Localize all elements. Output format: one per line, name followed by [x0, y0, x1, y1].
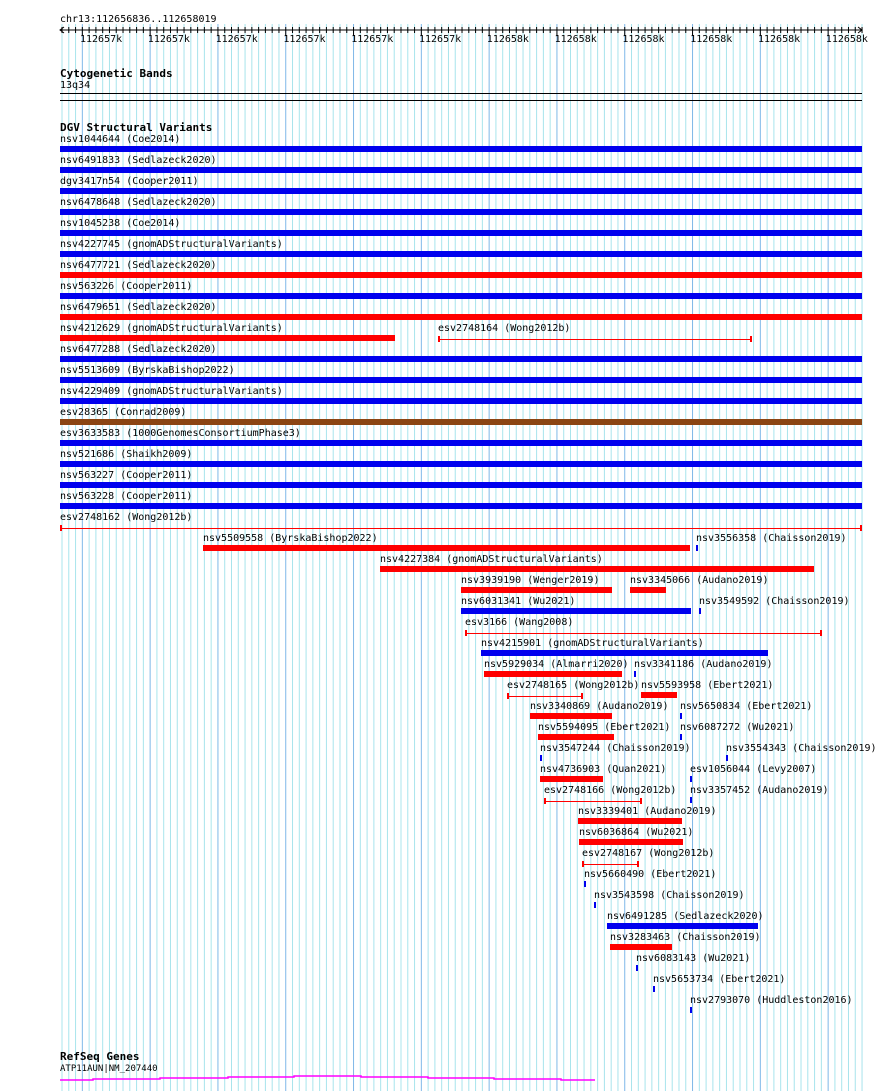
variant-label[interactable]: esv2748166 (Wong2012b): [544, 785, 677, 796]
variant-bar[interactable]: [60, 146, 862, 152]
variant-span[interactable]: [582, 864, 639, 865]
gene-label[interactable]: ATP11AUN|NM_207440: [60, 1064, 158, 1074]
variant-endcap: [507, 693, 509, 699]
variant-span[interactable]: [465, 633, 822, 634]
variant-bar[interactable]: [696, 545, 698, 551]
variant-label[interactable]: nsv6087272 (Wu2021): [680, 722, 795, 733]
variant-bar[interactable]: [680, 734, 682, 740]
variant-span[interactable]: [60, 528, 862, 529]
variant-bar[interactable]: [60, 440, 862, 446]
ruler-tick-label: 112658k: [622, 34, 665, 45]
variant-bar[interactable]: [60, 272, 862, 278]
variant-bar[interactable]: [680, 713, 682, 719]
variant-label[interactable]: nsv3547244 (Chaisson2019): [540, 743, 691, 754]
variant-label[interactable]: esv2748162 (Wong2012b): [60, 512, 193, 523]
variant-bar[interactable]: [641, 692, 677, 698]
variant-bar[interactable]: [690, 1007, 692, 1013]
variant-label[interactable]: nsv3345066 (Audano2019): [630, 575, 769, 586]
variant-label[interactable]: nsv6083143 (Wu2021): [636, 953, 751, 964]
ruler-tick-label: 112657k: [80, 34, 123, 45]
variant-bar[interactable]: [60, 356, 862, 362]
variant-endcap: [438, 336, 440, 342]
variant-label[interactable]: nsv6477721 (Sedlazeck2020): [60, 260, 217, 271]
variant-bar[interactable]: [538, 734, 614, 740]
variant-endcap: [860, 525, 862, 531]
variant-bar[interactable]: [60, 377, 862, 383]
ruler-tick-label: 112657k: [283, 34, 326, 45]
variant-label[interactable]: esv1056044 (Levy2007): [690, 764, 817, 775]
variant-bar[interactable]: [699, 608, 701, 614]
variant-label[interactable]: nsv6491285 (Sedlazeck2020): [607, 911, 764, 922]
variant-bar[interactable]: [60, 503, 862, 509]
variant-bar[interactable]: [540, 755, 542, 761]
variant-label[interactable]: nsv5513609 (ByrskaBishop2022): [60, 365, 235, 376]
variant-label[interactable]: nsv6478648 (Sedlazeck2020): [60, 197, 217, 208]
variant-label[interactable]: nsv6477288 (Sedlazeck2020): [60, 344, 217, 355]
variant-label[interactable]: nsv3339401 (Audano2019): [578, 806, 717, 817]
variant-label[interactable]: nsv5653734 (Ebert2021): [653, 974, 786, 985]
variant-endcap: [640, 798, 642, 804]
variant-label[interactable]: esv2748165 (Wong2012b): [507, 680, 640, 691]
gene-model[interactable]: [0, 1070, 890, 1085]
variant-bar[interactable]: [630, 587, 666, 593]
variant-bar[interactable]: [726, 755, 728, 761]
variant-bar[interactable]: [60, 293, 862, 299]
variant-label[interactable]: nsv3549592 (Chaisson2019): [699, 596, 850, 607]
variant-endcap: [465, 630, 467, 636]
variant-label[interactable]: nsv563226 (Cooper2011): [60, 281, 193, 292]
variant-bar[interactable]: [60, 398, 862, 404]
variant-bar[interactable]: [60, 335, 395, 341]
variant-label[interactable]: nsv6031341 (Wu2021): [461, 596, 576, 607]
variant-endcap: [581, 693, 583, 699]
variant-label[interactable]: nsv4736903 (Quan2021): [540, 764, 667, 775]
variant-span[interactable]: [544, 801, 642, 802]
variant-span[interactable]: [507, 696, 583, 697]
variant-bar[interactable]: [607, 923, 758, 929]
variant-bar[interactable]: [60, 167, 862, 173]
variant-label[interactable]: nsv5650834 (Ebert2021): [680, 701, 813, 712]
variant-label[interactable]: nsv1044644 (Coe2014): [60, 134, 181, 145]
variant-label[interactable]: esv2748164 (Wong2012b): [438, 323, 571, 334]
variant-label[interactable]: nsv3556358 (Chaisson2019): [696, 533, 847, 544]
variant-endcap: [582, 861, 584, 867]
variant-bar[interactable]: [634, 671, 636, 677]
variant-bar[interactable]: [530, 713, 612, 719]
variant-label[interactable]: nsv3283463 (Chaisson2019): [610, 932, 761, 943]
variant-bar[interactable]: [60, 251, 862, 257]
variant-endcap: [820, 630, 822, 636]
ruler-tick-label: 112657k: [215, 34, 258, 45]
variant-bar[interactable]: [610, 944, 672, 950]
variant-label[interactable]: esv3633583 (1000GenomesConsortiumPhase3): [60, 428, 301, 439]
variant-label[interactable]: nsv4227745 (gnomADStructuralVariants): [60, 239, 283, 250]
variant-label[interactable]: nsv3939190 (Wenger2019): [461, 575, 600, 586]
variant-bar[interactable]: [461, 608, 691, 614]
variant-label[interactable]: esv2748167 (Wong2012b): [582, 848, 715, 859]
variant-endcap: [637, 861, 639, 867]
variant-label[interactable]: nsv521686 (Shaikh2009): [60, 449, 193, 460]
cyto-band-label: 13q34: [60, 80, 91, 91]
variant-label[interactable]: nsv5509558 (ByrskaBishop2022): [203, 533, 378, 544]
variant-bar[interactable]: [594, 902, 596, 908]
locus-label: chr13:112656836..112658019: [60, 14, 217, 25]
cyto-divider: [60, 93, 862, 94]
variant-bar[interactable]: [380, 566, 814, 572]
ruler-tick-label: 112658k: [758, 34, 801, 45]
variant-bar[interactable]: [690, 776, 692, 782]
variant-label[interactable]: nsv6479651 (Sedlazeck2020): [60, 302, 217, 313]
variant-label[interactable]: nsv5929034 (Almarri2020): [484, 659, 629, 670]
ruler-tick-label: 112658k: [486, 34, 529, 45]
variant-label[interactable]: nsv5593958 (Ebert2021): [641, 680, 774, 691]
variant-label[interactable]: nsv6491833 (Sedlazeck2020): [60, 155, 217, 166]
ruler-tick-label: 112657k: [419, 34, 462, 45]
variant-bar[interactable]: [60, 230, 862, 236]
variant-bar[interactable]: [60, 419, 862, 425]
cyto-track-title[interactable]: Cytogenetic Bands: [60, 67, 173, 80]
variant-bar[interactable]: [584, 881, 586, 887]
variant-label[interactable]: nsv4212629 (gnomADStructuralVariants): [60, 323, 283, 334]
variant-endcap: [60, 525, 62, 531]
variant-label[interactable]: nsv1045238 (Coe2014): [60, 218, 181, 229]
variant-label[interactable]: nsv3554343 (Chaisson2019): [726, 743, 877, 754]
variant-span[interactable]: [438, 339, 752, 340]
variant-label[interactable]: nsv4229409 (gnomADStructuralVariants): [60, 386, 283, 397]
variant-label[interactable]: nsv563227 (Cooper2011): [60, 470, 193, 481]
variant-bar[interactable]: [690, 797, 692, 803]
variant-bar[interactable]: [481, 650, 768, 656]
variant-bar[interactable]: [484, 671, 622, 677]
variant-bar[interactable]: [203, 545, 690, 551]
variant-label[interactable]: nsv3340869 (Audano2019): [530, 701, 669, 712]
ruler-tick-label: 112658k: [690, 34, 733, 45]
dgv-track-title[interactable]: DGV Structural Variants: [60, 121, 213, 134]
variant-bar[interactable]: [578, 818, 682, 824]
variant-endcap: [750, 336, 752, 342]
variant-label[interactable]: nsv4215901 (gnomADStructuralVariants): [481, 638, 704, 649]
variant-label[interactable]: nsv6036864 (Wu2021): [579, 827, 694, 838]
cyto-divider: [60, 100, 862, 101]
ruler-tick-label: 112657k: [147, 34, 190, 45]
variant-bar[interactable]: [60, 209, 862, 215]
variant-label[interactable]: dgv3417n54 (Cooper2011): [60, 176, 199, 187]
refseq-track-title[interactable]: RefSeq Genes: [60, 1050, 140, 1063]
variant-label[interactable]: nsv3543598 (Chaisson2019): [594, 890, 745, 901]
ruler-tick-label: 112657k: [351, 34, 394, 45]
variant-bar[interactable]: [636, 965, 638, 971]
variant-label[interactable]: nsv563228 (Cooper2011): [60, 491, 193, 502]
variant-label[interactable]: nsv2793070 (Huddleston2016): [690, 995, 853, 1006]
variant-bar[interactable]: [60, 461, 862, 467]
ruler-tick-label: 112658k: [825, 34, 868, 45]
variant-label[interactable]: esv3166 (Wang2008): [465, 617, 574, 628]
variant-bar[interactable]: [60, 188, 862, 194]
variant-bar[interactable]: [540, 776, 603, 782]
variant-label[interactable]: nsv5660490 (Ebert2021): [584, 869, 717, 880]
variant-bar[interactable]: [60, 314, 862, 320]
variant-label[interactable]: nsv3357452 (Audano2019): [690, 785, 829, 796]
variant-bar[interactable]: [579, 839, 683, 845]
variant-label[interactable]: nsv4227384 (gnomADStructuralVariants): [380, 554, 603, 565]
variant-bar[interactable]: [653, 986, 655, 992]
variant-bar[interactable]: [60, 482, 862, 488]
variant-label[interactable]: nsv3341186 (Audano2019): [634, 659, 773, 670]
variant-label[interactable]: esv28365 (Conrad2009): [60, 407, 187, 418]
variant-bar[interactable]: [461, 587, 612, 593]
variant-label[interactable]: nsv5594095 (Ebert2021): [538, 722, 671, 733]
ruler-tick-label: 112658k: [554, 34, 597, 45]
variant-endcap: [544, 798, 546, 804]
